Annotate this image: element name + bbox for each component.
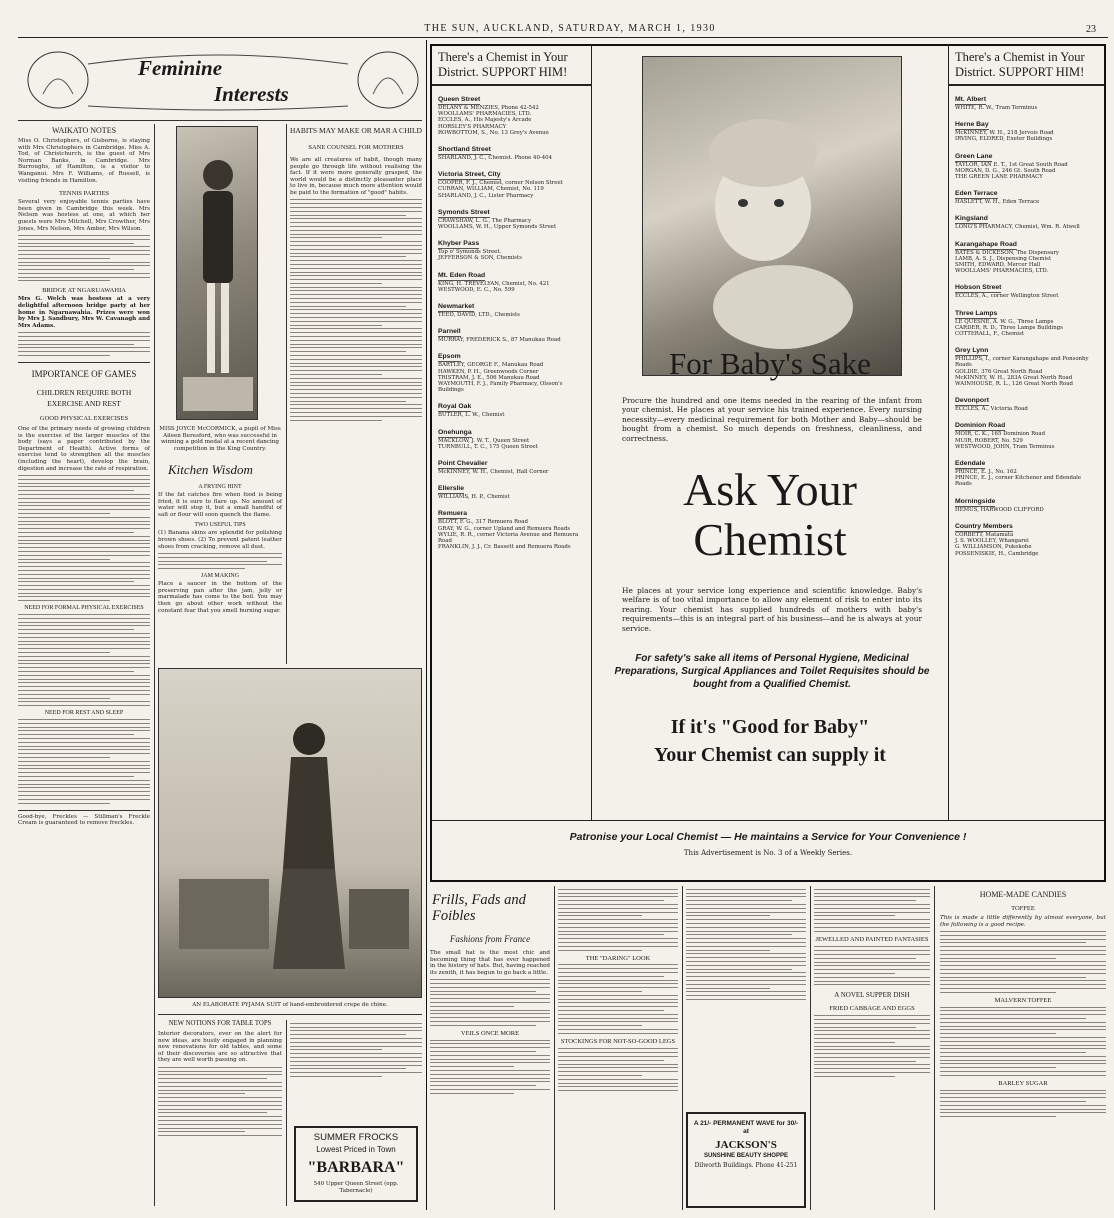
chemist-entry: WILLIAMS, H. P., Chemist — [438, 494, 510, 501]
ask-line2: Chemist — [693, 514, 847, 565]
pyjama-rule — [158, 1014, 422, 1015]
district-group — [438, 343, 585, 393]
patronise-text: Patronise your Local Chemist — He maintains a Service for Your Convenience ! — [569, 831, 967, 843]
chemist-entry: CORBETT, Matamata — [955, 531, 1014, 538]
chemist-centre — [592, 46, 948, 820]
chemist-entry: MUIR, ROBERT, No. 529 — [955, 437, 1023, 444]
frocks-line2: Lowest Priced in Town — [316, 1145, 396, 1154]
toffee-heading: TOFFEE — [1011, 905, 1035, 912]
waikato-heading: WAIKATO NOTES — [51, 126, 117, 135]
district-group — [955, 143, 1098, 181]
jewelled-filler — [814, 946, 930, 985]
chemist-entry: WHITE, R. W., Tram Terminus — [955, 105, 1038, 111]
district-group — [955, 412, 1098, 450]
frills-sub: Fashions from France — [449, 934, 531, 944]
district-group — [955, 86, 1098, 111]
masthead — [0, 0, 1114, 40]
chemist-entry: McKINNEY, W. H., 283A Great North Road — [955, 374, 1073, 381]
waikato-text: Miss O. Christophers, of Gisborne, is staying with Mrs Christophers in Cambridge. Miss A. Tod, of Christchurch, is the guest of Mrs Norman Banks, in Cambridge. Mrs Burroughs, of Hamilton, is a visitor to Wanganui. Mrs F. Williams, of Russell, is visiting friends in Hamilton. — [18, 138, 150, 184]
chemist-entry: Top o' Symonds Street. — [438, 249, 502, 256]
tennis-text-filler — [18, 235, 150, 282]
games-heading: IMPORTANCE OF GAMES — [31, 369, 137, 380]
table-text: Interior decorators, ever on the alert for new ideas, are busily engaged in planning new renovations for old tables, and some of their discoveries are so attractive that they are well worth passing on. — [158, 1031, 282, 1064]
chemist-entry: PRINCE, E. J., corner Kitchener and Edendale Roads — [955, 475, 1082, 488]
district-group — [438, 393, 585, 418]
chemist-entry: ROWBOTTOM, S., No. 13 Grey's Avenue — [438, 129, 549, 136]
series-note: This Advertisement is No. 3 of a Weekly Series. — [683, 849, 853, 857]
district-group — [955, 274, 1098, 299]
district-heading: Royal Oak — [438, 403, 472, 411]
tennis-text: Several very enjoyable tennis parties have been given in Cambridge this week. Mrs Nelson was hostess at one, at which her guests were Mrs Mitchell, Mrs Crowther, Mrs Jones, Mrs Nelson, Mrs Amber, Mrs Wilson. — [18, 199, 150, 232]
chemist-entry: McKINNEY, W. H., 218 Jervois Road — [955, 130, 1054, 137]
candies-text: This is made a little differently by almost everyone, but the following is a good recipe. — [940, 915, 1106, 928]
feminine-banner — [18, 44, 422, 114]
chemist-entry: SMITH, EDWARD, Mercer Hall — [955, 262, 1041, 269]
district-heading: Country Members — [955, 522, 1013, 530]
stockings-filler — [558, 1048, 678, 1091]
chemist-directory-right — [948, 46, 1104, 820]
district-heading: Queen Street — [438, 96, 481, 103]
good-line2: Your Chemist can supply it — [654, 744, 886, 766]
chemist-entry: PHILLIPS, I., corner Karangahape and Ponsonby Roads — [955, 356, 1089, 369]
good-line1: If it's "Good for Baby" — [670, 716, 870, 738]
safety-text: For safety's sake all items of Personal Hygiene, Medicinal Preparations, Surgical Appliances and Toilet Requisites should be bought from a Qualified Chemist. — [614, 653, 930, 690]
games-text-filler — [18, 475, 150, 601]
stockings-heading: STOCKINGS FOR NOT-SO-GOOD LEGS — [560, 1037, 676, 1045]
district-heading: Dominion Road — [955, 422, 1006, 430]
district-heading: Three Lamps — [955, 309, 998, 317]
jacksons-line4: Dilworth Buildings. Phone 41-251 — [694, 1162, 798, 1169]
chemist-entry: SHARLAND, J. C., Chemist. Phone 40-404 — [438, 155, 553, 162]
chemist-footer — [432, 820, 1104, 880]
candies-section — [940, 886, 1106, 1210]
chemist-entry: TURNBULL, T. C., 175 Queen Street — [438, 443, 538, 450]
banner-title-line1: Feminine — [138, 56, 223, 80]
chemist-entry: CURRAN, WILLIAM, Chemist, No. 119 — [438, 186, 544, 193]
district-heading: Edendale — [955, 460, 986, 468]
chemist-advertisement — [430, 44, 1106, 882]
ask-line1: Ask Your — [683, 464, 857, 515]
chemist-entry: CRAWSHAW, L. G., The Pharmacy — [438, 217, 532, 224]
chemist-entry: IRVING, ELDRED, Exeter Buildings — [955, 136, 1053, 143]
chemist-entry: HORSLEY'S PHARMACY — [438, 123, 507, 130]
district-group — [955, 231, 1098, 275]
candies-divider — [934, 886, 935, 1210]
masthead-rule — [18, 37, 1108, 38]
chemist-entry: COTTERALL, F., Chemist — [955, 331, 1024, 338]
chemist-entry: MOIR, C. K., 165 Dominion Road — [955, 431, 1046, 438]
supper-filler — [814, 1015, 930, 1077]
col-rule-2 — [286, 124, 287, 664]
supper-sub: FRIED CABBAGE AND EGGS — [829, 1005, 915, 1013]
right-directory-list — [949, 86, 1104, 557]
woman-figure-icon — [159, 669, 423, 999]
chemist-entry: SHARLAND, J. C., Lister Pharmacy — [438, 192, 534, 199]
frills-section — [430, 886, 930, 1210]
chemist-entry: J. S. WOOLLEY, Whangarei — [955, 538, 1029, 545]
frocks-address: 540 Upper Queen Street (opp. Tabernacle) — [313, 1181, 399, 1194]
girl-figure-icon — [177, 127, 259, 421]
chemist-entry: G. WILLIAMSON, Pukekohe — [955, 544, 1032, 551]
baby-title: For Baby's Sake — [669, 346, 871, 381]
chemist-entry: LE QUESNE, A. W. G., Three Lamps — [955, 318, 1054, 325]
pyjama-photo — [158, 668, 422, 998]
chemist-entry: McKINNEY, W. H., Chemist, Hall Corner — [438, 469, 549, 476]
jacksons-ad[interactable] — [686, 1112, 806, 1208]
chemist-entry: GOLDIE, 376 Great North Road — [955, 368, 1043, 375]
column-2 — [158, 126, 282, 666]
tennis-heading: TENNIS PARTIES — [58, 190, 110, 198]
district-heading: Mt. Eden Road — [438, 271, 486, 279]
formal-text-filler — [18, 614, 150, 706]
district-group — [438, 86, 585, 136]
district-group — [955, 205, 1098, 230]
district-heading: Eden Terrace — [955, 190, 998, 198]
chemist-entry: BATES & DICKESON, The Dispensary — [955, 249, 1059, 256]
frying-heading: A FRYING HINT — [198, 484, 242, 490]
chemist-entry: PRINCE, E. J., No. 162 — [955, 469, 1017, 476]
daring-filler — [558, 964, 678, 1033]
district-heading: Morningside — [955, 497, 996, 505]
chemist-entry: BUTLER, L. W., Chemist — [438, 412, 505, 419]
district-group — [438, 450, 585, 475]
district-group — [955, 180, 1098, 205]
col-rule-3 — [286, 1020, 287, 1206]
useful-text: (1) Banana skins are splendid for polishing brown shoes. (2) To prevent patent leather shoes from cracking, remove all dust. — [158, 530, 282, 550]
veils-heading: VEILS ONCE MORE — [460, 1029, 520, 1037]
jam-text: Place a saucer in the bottom of the preserving pan after the jam, jelly or marmalade has come to the boil. You may then go about other work without the constant fear that you smell burning sugar. — [158, 581, 282, 614]
chemist-entry: WESTWOOD, JOHN, Tram Terminus — [955, 443, 1055, 450]
pyjama-caption: AN ELABORATE PYJAMA SUIT of hand-embroidered crepe de chine. — [192, 1002, 388, 1008]
habits-filler — [290, 199, 422, 420]
column-3 — [290, 126, 422, 666]
district-heading: Parnell — [438, 328, 461, 336]
games-rule — [18, 362, 150, 363]
table-filler — [158, 1067, 282, 1136]
frocks-line1: SUMMER FROCKS — [313, 1132, 399, 1143]
district-heading: Symonds Street — [438, 208, 490, 216]
district-heading: Green Lane — [955, 152, 993, 160]
chemist-entry: WAYMOUTH, F. J., Family Pharmacy, Olsson's Buildings — [438, 381, 563, 394]
district-group — [955, 337, 1098, 387]
masthead-title: THE SUN, AUCKLAND, SATURDAY, MARCH 1, 1930 — [424, 23, 716, 34]
district-group — [438, 199, 585, 230]
district-heading: Victoria Street, City — [438, 171, 501, 179]
baby-text: Procure the hundred and one items needed in the rearing of the infant from your chemist. He places at your service his trained experience. Every nursing necessity—every medicinal requirement for both Mother and Baby—should be bought from a chemist. So much depends on freshness, cleanliness, and correctness. — [622, 396, 922, 443]
table-tops-column — [158, 1020, 282, 1206]
district-heading: Ellerslie — [438, 485, 465, 493]
district-group — [955, 387, 1098, 412]
district-heading: Khyber Pass — [438, 240, 480, 248]
bridge-text: Mrs G. Welch was hostess at a very delightful afternoon bridge party at her home in Ngaruawahia. Prizes were won by Mrs J. Sandbury, Mrs W. Cavanagh and Mrs Adams. — [18, 296, 150, 329]
district-heading: Devonport — [955, 397, 989, 405]
habits-text: We are all creatures of habit, though many people go through life without realising the fact. If it were more generally grasped, the world would be a distinctly pleasanter place to live in, because much more attention would be paid to the formation of "good" habits. — [290, 157, 422, 196]
formal-heading: NEED FOR FORMAL PHYSICAL EXERCISES — [24, 605, 144, 612]
chemist-entry: MACKLOW, J. W. T., Queen Street — [438, 437, 530, 444]
district-group — [955, 450, 1098, 488]
district-group — [955, 513, 1098, 557]
district-heading: Point Chevalier — [438, 460, 488, 468]
district-group — [955, 488, 1098, 513]
frills-col2-filler-top — [558, 889, 678, 951]
district-heading: Hobson Street — [955, 284, 1002, 292]
jam-heading: JAM MAKING — [200, 573, 240, 580]
frills-col-2 — [558, 886, 678, 1210]
games-sub2: GOOD PHYSICAL EXERCISES — [39, 415, 129, 423]
district-group — [955, 111, 1098, 142]
games-text: One of the primary needs of growing children is the exercise of the larger muscles of the body (says a paper contributed by the Department of Health). Active forms of exercise tend to strengthen all the muscles (including the heart), develop the brain, digestion and increase the rate of respiration. — [18, 426, 150, 472]
left-directory-list — [432, 86, 591, 551]
chemist-entry: JEFFERSON & SON, Chemists — [438, 255, 522, 262]
baby-photo — [642, 56, 902, 376]
feminine-interests-section — [18, 40, 422, 1210]
ask-text: He places at your service long experience and scientific knowledge. Baby's welfare is of too vital importance to allow any element of risk to enter into its rearing. Your chemist has supplied hundreds of mothers with baby's requirements—this is an integral part of his business—and he is always at your service. — [622, 586, 922, 633]
baby-figure-icon — [643, 57, 903, 377]
frills-text: The small hat is the most chic and becoming thing that has ever happened in the history of hats. But, having reached its zenith, it has begun to go back a little. — [430, 950, 550, 976]
chemist-entry: CARDER, R. D., Three Lamps Buildings — [955, 324, 1063, 331]
chemist-entry: GRAY, W. G., corner Upland and Remuera Roads — [438, 525, 571, 532]
games-sub1: CHILDREN REQUIRE BOTH EXERCISE AND REST — [36, 388, 132, 409]
district-heading: Newmarket — [438, 303, 475, 311]
chemist-entry: ECCLES, A., corner Wellington Street — [955, 293, 1059, 300]
chemist-entry: TRISTRAM, J. E., 506 Manukau Road — [438, 374, 540, 381]
district-heading: Epsom — [438, 353, 461, 361]
frocks-name: "BARBARA" — [307, 1159, 405, 1176]
right-directory-heading: There's a Chemist in Your District. SUPPORT HIM! — [949, 46, 1104, 86]
district-group — [438, 161, 585, 199]
frills-rule-1 — [554, 886, 555, 1210]
chemist-entry: MORGAN, D. G., 246 Gt. South Road — [955, 167, 1056, 174]
joyce-photo — [176, 126, 258, 420]
kitchen-heading: Kitchen Wisdom — [168, 462, 253, 477]
useful-filler — [158, 553, 282, 569]
col-rule-1 — [154, 124, 155, 1206]
daring-heading: THE "DARING" LOOK — [585, 954, 651, 962]
district-heading: Kingsland — [955, 215, 988, 223]
chemist-entry: THE GREEN LANE PHARMACY — [955, 174, 1043, 181]
chemist-entry: BLOTT, F. G., 317 Remuera Road — [438, 519, 528, 526]
chemist-entry: COOPER, F. J., Chemist, corner Nelson Street — [438, 180, 563, 187]
frills-rule-2 — [682, 886, 683, 1210]
district-group — [955, 300, 1098, 338]
frills-heading: Frills, Fads and Foibles — [432, 892, 526, 924]
chemist-entry: WOOLLAMS' PHARMACIES, LTD. — [438, 111, 532, 118]
district-group — [438, 419, 585, 450]
column-1 — [18, 126, 150, 1206]
frills-col-4 — [814, 886, 930, 1210]
district-group — [438, 318, 585, 343]
habits-heading: HABITS MAY MAKE OR MAR A CHILD — [290, 126, 422, 135]
banner-title-line2: Interests — [214, 82, 289, 106]
chemist-entry: DELANY & MENZIES, Phone 42-542 — [438, 105, 539, 111]
frills-col3-filler — [686, 889, 806, 1000]
table-heading: NEW NOTIONS FOR TABLE TOPS — [168, 1020, 272, 1027]
jacksons-line3: SUNSHINE BEAUTY SHOPPE — [704, 1153, 788, 1159]
frills-col-3 — [686, 886, 806, 1210]
chemist-entry: TEED, DAVID, LTD., Chemists — [438, 312, 520, 319]
chemist-entry: POSSENISKIE, H., Cambridge — [955, 550, 1039, 557]
jacksons-line2: JACKSON'S — [715, 1139, 777, 1151]
page-number: 23 — [1086, 24, 1096, 35]
jacksons-line1: A 21/- PERMANENT WAVE for 30/- at — [693, 1120, 799, 1135]
district-group — [438, 475, 585, 500]
kitchen-body — [158, 484, 282, 614]
chemist-entry: WOOLLAMS' PHARMACIES, LTD. — [955, 268, 1049, 275]
chemist-entry: KING, H. TREVELYAN, Chemist, No. 421 — [438, 280, 550, 287]
district-heading: Herne Bay — [955, 121, 989, 129]
section-divider — [426, 40, 427, 1210]
district-heading: Mt. Albert — [955, 96, 987, 103]
sleep-text-filler — [18, 719, 150, 804]
chemist-entry: TAYLOR, IAN E. T., 1st Great South Road — [955, 161, 1068, 168]
veils-filler — [430, 1040, 550, 1094]
district-group — [438, 230, 585, 261]
district-heading: Shortland Street — [438, 146, 491, 154]
chemist-entry: ECCLES, A., Victoria Road — [955, 406, 1028, 413]
chemist-entry: MURRAY, FREDERICK S., 87 Manukau Road — [438, 337, 561, 344]
district-group — [438, 293, 585, 318]
sleep-heading: NEED FOR REST AND SLEEP — [44, 710, 124, 717]
chemist-entry: HEMUS, HARWOOD CLIFFORD — [955, 506, 1044, 513]
bridge-text-filler — [18, 332, 150, 356]
chemist-entry: WYLIE, R. R., corner Victoria Avenue and Remuera Road — [438, 531, 579, 545]
jewelled-heading: JEWELLED AND PAINTED FANTASIES — [815, 935, 929, 943]
chemist-entry: WAINHOUSE, R. L., 126 Great North Road — [955, 381, 1073, 388]
chemist-entry: BARTLEY, GEORGE F., Manukau Road — [438, 362, 544, 369]
banner-rule — [18, 120, 422, 121]
district-group — [438, 500, 585, 550]
chemist-entry: LONG'S PHARMACY, Chemist, Wm. R. Atwell — [955, 224, 1080, 231]
frying-text: If the fat catches fire when food is being fried, it is sure to flare up. No amount of water will stop it, but a small handful of salt or flour will soon quench the flame. — [158, 492, 282, 518]
toffee-filler — [940, 931, 1106, 993]
bridge-heading: BRIDGE AT NGARUAWAHIA — [42, 287, 126, 295]
habits-continued-filler — [290, 1023, 422, 1077]
barley-heading: BARLEY SUGAR — [998, 1079, 1048, 1087]
chemist-entry: WESTWOOD, E. C., No. 599 — [438, 286, 515, 293]
frills-col-1 — [430, 886, 550, 1210]
chemist-entry: LAMB, A. S. J., Dispensing Chemist — [955, 255, 1052, 262]
left-directory-heading: There's a Chemist in Your District. SUPPORT HIM! — [432, 46, 591, 86]
frills-filler — [430, 979, 550, 1026]
malvern-heading: MALVERN TOFFEE — [994, 996, 1052, 1004]
chemist-entry: FRANKLIN, J. J., Cr. Bassett and Remuera Roads — [438, 544, 571, 551]
district-heading: Onehunga — [438, 428, 472, 436]
district-heading: Remuera — [438, 510, 468, 518]
habits-sub: SANE COUNSEL FOR MOTHERS — [308, 144, 404, 151]
chemist-entry: HAWKEN, P. H., Greenwoods Corner — [438, 368, 539, 375]
freckles-text: Good-bye, Freckles — Stillman's Freckle Cream is guaranteed to remove freckles. — [18, 810, 150, 827]
useful-heading: TWO USEFUL TIPS — [194, 522, 246, 529]
frills-rule-3 — [810, 886, 811, 1210]
district-group — [438, 262, 585, 293]
supper-heading: A NOVEL SUPPER DISH — [834, 991, 910, 1000]
candies-heading: HOME-MADE CANDIES — [979, 890, 1067, 899]
chemist-directory-left — [432, 46, 592, 820]
district-group — [438, 136, 585, 161]
chemist-entry: WOOLLAMS, W. H., Upper Symonds Street — [438, 224, 557, 231]
malvern-filler — [940, 1007, 1106, 1076]
district-heading: Grey Lynn — [955, 347, 989, 355]
chemist-entry: HASLETT, W. H., Eden Terrace — [955, 199, 1040, 206]
habits-continued — [290, 1020, 422, 1120]
joyce-caption: MISS JOYCE McCORMICK, a pupil of Miss Aileen Beresford, who was successful in winning a gold medal at a recent dancing competition in the King Country. — [159, 426, 281, 452]
district-heading: Karangahape Road — [955, 240, 1017, 248]
summer-frocks-ad[interactable] — [294, 1126, 418, 1202]
barley-filler — [940, 1090, 1106, 1118]
chemist-entry: ECCLES, A., His Majesty's Arcade — [438, 117, 532, 124]
frills-col4-filler-top — [814, 889, 930, 932]
